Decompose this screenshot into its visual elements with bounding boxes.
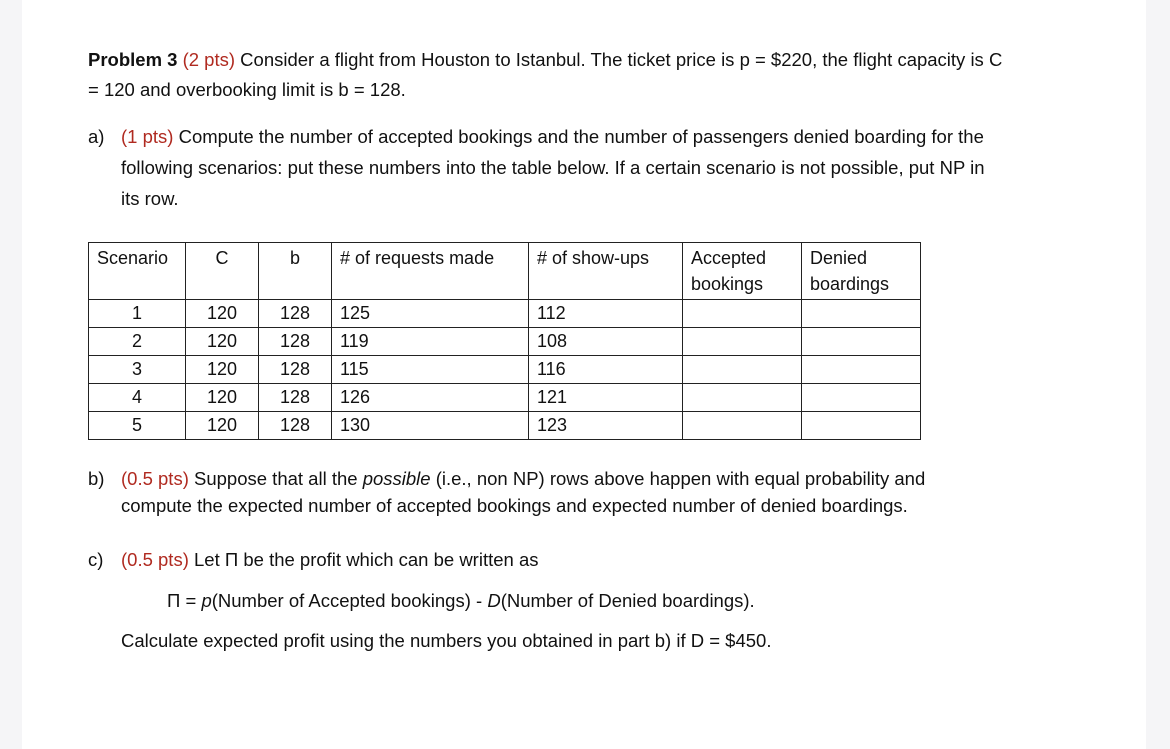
- left-margin: [0, 0, 22, 749]
- problem-text-1: Consider a flight from Houston to Istanbul. The ticket price is p = $220, the flight capacity is C: [235, 49, 1003, 70]
- cell-accepted[interactable]: [683, 300, 802, 328]
- cell-denied[interactable]: [802, 300, 921, 328]
- cell-requests: 115: [332, 356, 529, 384]
- table-row: [89, 384, 921, 412]
- header-accepted: Accepted bookings: [683, 243, 802, 300]
- part-b-line-2: compute the expected number of accepted bookings and expected number of denied boardings.: [121, 495, 908, 516]
- header-scenario: Scenario: [89, 243, 186, 300]
- part-c-line-1: (0.5 pts) Let Π be the profit which can be written as: [121, 549, 539, 570]
- part-a-label: a): [88, 126, 105, 147]
- problem-line-2: = 120 and overbooking limit is b = 128.: [88, 79, 406, 100]
- table-row: [89, 300, 921, 328]
- part-c-points: (0.5 pts): [121, 549, 189, 570]
- cell-showups: 123: [529, 412, 683, 440]
- header-denied: Denied boardings: [802, 243, 921, 300]
- cell-c: 120: [186, 384, 259, 412]
- cell-c: 120: [186, 328, 259, 356]
- cell-showups: 121: [529, 384, 683, 412]
- cell-showups: 108: [529, 328, 683, 356]
- table-header-row: [89, 243, 921, 300]
- part-b-label: b): [88, 468, 105, 489]
- cell-b: 128: [259, 356, 332, 384]
- table-row: [89, 328, 921, 356]
- cell-scenario: 1: [89, 300, 186, 328]
- part-a-line-3: its row.: [121, 188, 179, 209]
- cell-b: 128: [259, 384, 332, 412]
- cell-scenario: 3: [89, 356, 186, 384]
- cell-denied[interactable]: [802, 412, 921, 440]
- cell-showups: 112: [529, 300, 683, 328]
- part-c-line-3: Calculate expected profit using the numbers you obtained in part b) if D = $450.: [121, 630, 772, 651]
- table-row: [89, 412, 921, 440]
- part-b-line-1: (0.5 pts) Suppose that all the possible (i.e., non NP) rows above happen with equal probability and: [121, 468, 926, 489]
- cell-b: 128: [259, 412, 332, 440]
- cell-scenario: 2: [89, 328, 186, 356]
- cell-c: 120: [186, 412, 259, 440]
- problem-line-1: [88, 46, 1002, 74]
- cell-accepted[interactable]: [683, 412, 802, 440]
- cell-accepted[interactable]: [683, 384, 802, 412]
- profit-formula: Π = p(Number of Accepted bookings) - D(Number of Denied boardings).: [167, 590, 755, 611]
- cell-scenario: 4: [89, 384, 186, 412]
- cell-accepted[interactable]: [683, 356, 802, 384]
- cell-requests: 119: [332, 328, 529, 356]
- cell-c: 120: [186, 356, 259, 384]
- right-margin: [1146, 0, 1170, 749]
- part-b-points: (0.5 pts): [121, 468, 189, 489]
- cell-accepted[interactable]: [683, 328, 802, 356]
- cell-requests: 126: [332, 384, 529, 412]
- part-b-emphasis: possible: [362, 468, 431, 489]
- problem-title: Problem 3: [88, 49, 178, 70]
- scenario-table: [88, 242, 921, 440]
- header-c: C: [186, 243, 259, 300]
- cell-b: 128: [259, 328, 332, 356]
- part-c-label: c): [88, 549, 104, 570]
- header-b: b: [259, 243, 332, 300]
- part-a-line-2: following scenarios: put these numbers into the table below. If a certain scenario is not possible, put NP in: [121, 157, 985, 178]
- problem-points: (2 pts): [182, 49, 236, 70]
- cell-b: 128: [259, 300, 332, 328]
- cell-requests: 130: [332, 412, 529, 440]
- header-showups: # of show-ups: [529, 243, 683, 300]
- table-row: [89, 356, 921, 384]
- part-a-points: (1 pts): [121, 126, 174, 147]
- cell-requests: 125: [332, 300, 529, 328]
- cell-denied[interactable]: [802, 328, 921, 356]
- cell-showups: 116: [529, 356, 683, 384]
- part-a-line-1: (1 pts) Compute the number of accepted bookings and the number of passengers denied boarding for the: [121, 126, 984, 147]
- cell-scenario: 5: [89, 412, 186, 440]
- cell-denied[interactable]: [802, 384, 921, 412]
- header-requests: # of requests made: [332, 243, 529, 300]
- cell-denied[interactable]: [802, 356, 921, 384]
- cell-c: 120: [186, 300, 259, 328]
